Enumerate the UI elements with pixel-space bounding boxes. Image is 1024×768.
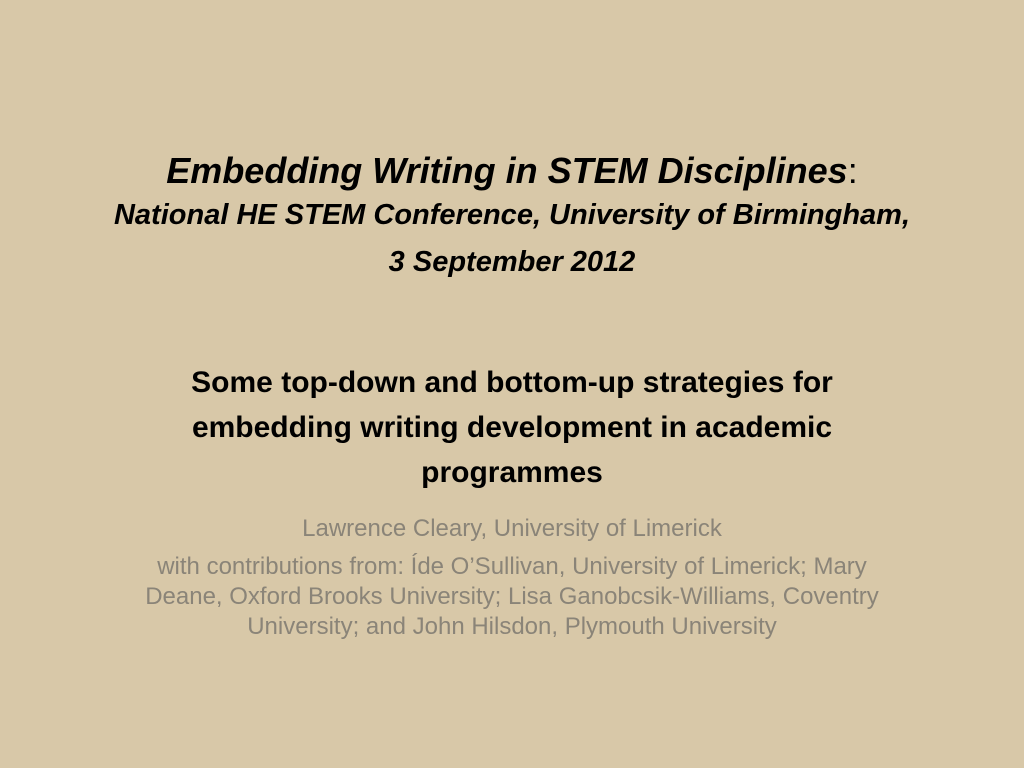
contributors-text: with contributions from: Íde O’Sullivan, University of Limerick; Mary Deane, Oxford Brooks University; Lisa Ganobcsik-Williams, Coventry University; and John Hilsdon, Plymouth University (145, 553, 879, 640)
title-colon: : (847, 150, 858, 191)
primary-author: Lawrence Cleary, University of Limerick (302, 515, 722, 542)
conference-title: National HE STEM Conference, University of Birmingham, 3 September 2012 (113, 199, 911, 278)
title-main-line (110, 150, 914, 192)
authors-block (140, 514, 884, 642)
title-main-text: Embedding Writing in STEM Disciplines (166, 150, 848, 191)
slide-title (110, 150, 914, 286)
talk-subtitle: Some top-down and bottom-up strategies for embedding writing development in academic programmes (191, 366, 833, 489)
